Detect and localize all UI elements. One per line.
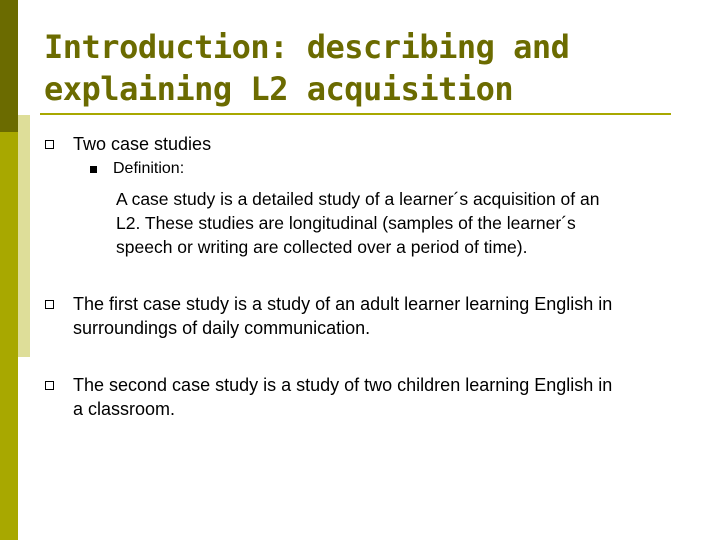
definition-label: Definition: [113, 160, 185, 177]
square-bullet-icon [45, 140, 54, 149]
definition-line: speech or writing are collected over a period of time). [116, 237, 528, 257]
bullet-second-case-study-line: a classroom. [73, 399, 176, 419]
slide-title-line-2: explaining L2 acquisition [44, 70, 514, 108]
slide-title-line-1: Introduction: describing and [44, 28, 570, 66]
sidebar-accent-dark [0, 0, 18, 132]
square-bullet-icon [45, 300, 54, 309]
slide-title [44, 26, 569, 110]
square-bullet-icon [45, 381, 54, 390]
bullet-second-case-study-line: The second case study is a study of two children learning English in [73, 375, 613, 395]
definition-line: A case study is a detailed study of a learner´s acquisition of an [116, 189, 600, 209]
bullet-two-case-studies: Two case studies [73, 134, 212, 154]
title-underline [40, 113, 671, 115]
bullet-first-case-study-line: The first case study is a study of an adult learner learning English in [73, 294, 613, 314]
sidebar-accent [0, 132, 18, 540]
filled-square-bullet-icon [90, 166, 97, 173]
bullet-first-case-study-line: surroundings of daily communication. [73, 318, 371, 338]
definition-line: L2. These studies are longitudinal (samples of the learner´s [116, 213, 576, 233]
sidebar-accent-light [18, 115, 30, 357]
